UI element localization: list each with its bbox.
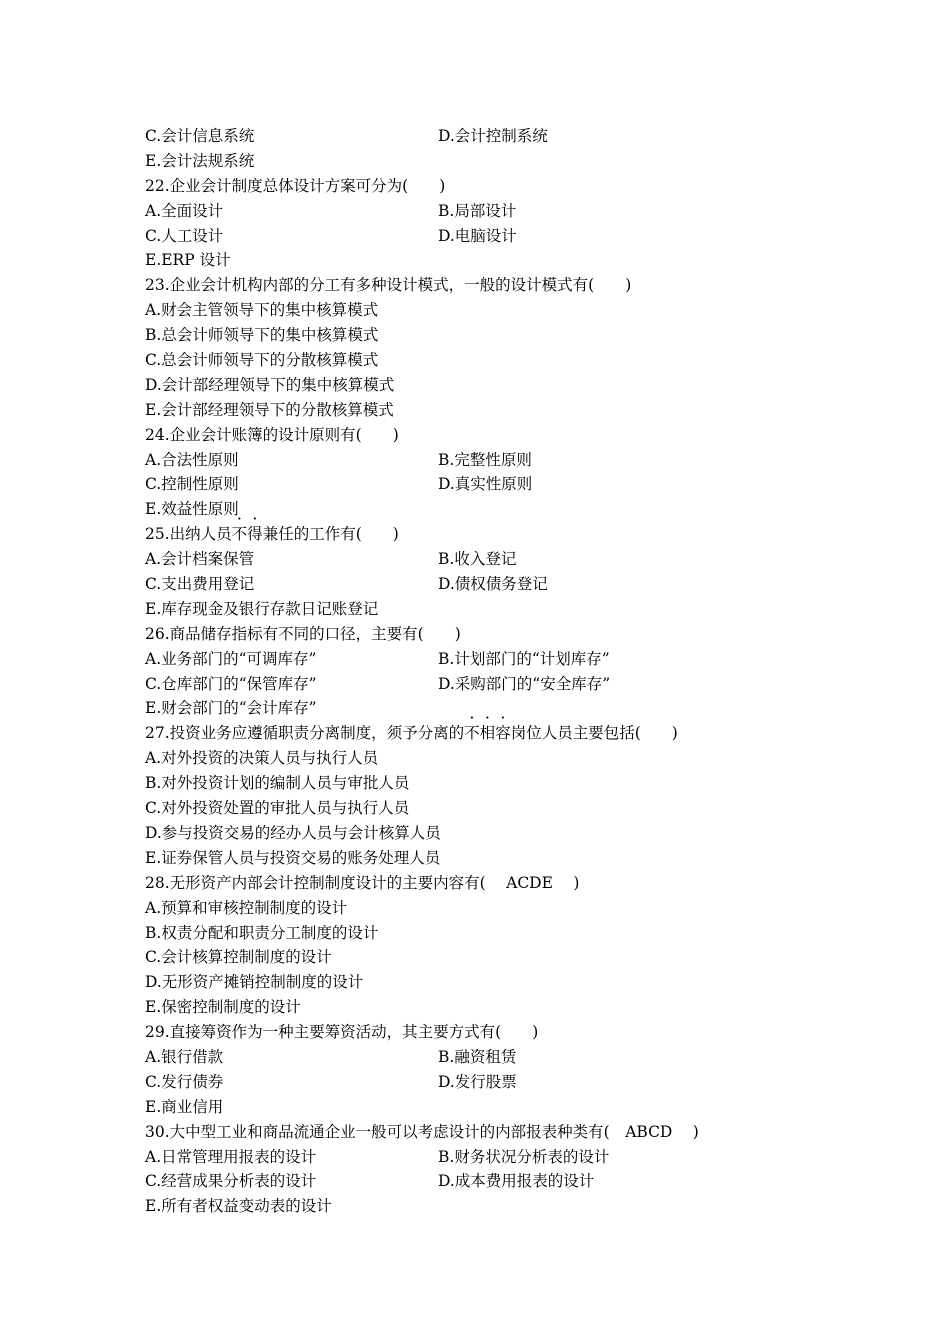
option-text: C.人工设计 — [145, 226, 224, 245]
option-text: D.无形资产摊销控制制度的设计 — [145, 973, 364, 992]
question-text: 29.直接筹资作为一种主要筹资活动，其主要方式有( ) — [145, 1023, 539, 1042]
option-text: B.计划部门的“计划库存” — [438, 649, 610, 668]
option-text: D.会计部经理领导下的集中核算模式 — [145, 375, 395, 394]
option-row — [145, 846, 845, 871]
question-stem — [145, 721, 845, 746]
option-row — [145, 224, 845, 249]
option-text: A.业务部门的“可调库存” — [145, 649, 317, 668]
option-text: C.控制性原则 — [145, 475, 239, 494]
emphasis-char: 不 — [464, 724, 480, 743]
option-row — [145, 696, 845, 721]
option-text: E.ERP 设计 — [145, 251, 231, 270]
option-text: C.经营成果分析表的设计 — [145, 1172, 317, 1191]
emphasis-char: 容 — [495, 724, 511, 743]
option-text: E.所有者权益变动表的设计 — [145, 1197, 332, 1216]
option-text: E.会计法规系统 — [145, 151, 255, 170]
option-text: C.会计信息系统 — [145, 127, 255, 145]
question-text-part: 岗位人员主要包括( ) — [510, 724, 678, 743]
question-stem — [145, 174, 845, 199]
option-text: B.财务状况分析表的设计 — [438, 1147, 610, 1166]
option-row — [145, 1070, 845, 1095]
option-row — [145, 771, 845, 796]
option-text: E.保密控制制度的设计 — [145, 998, 301, 1017]
option-text: E.财会部门的“会计库存” — [145, 699, 317, 718]
option-row — [145, 1194, 845, 1219]
option-text: D.电脑设计 — [438, 226, 517, 245]
option-text: B.权责分配和职责分工制度的设计 — [145, 923, 379, 942]
option-text: D.成本费用报表的设计 — [438, 1172, 595, 1191]
option-text: C.仓库部门的“保管库存” — [145, 674, 317, 693]
option-text: E.商业信用 — [145, 1097, 224, 1116]
option-row — [145, 448, 845, 473]
option-row — [145, 298, 845, 323]
option-text: A.财会主管领导下的集中核算模式 — [145, 301, 379, 320]
option-text: E.证券保管人员与投资交易的账务处理人员 — [145, 848, 441, 867]
option-text: B.总会计师领导下的集中核算模式 — [145, 326, 379, 345]
question-text — [145, 522, 399, 547]
question-text: 22.企业会计制度总体设计方案可分为( ) — [145, 176, 446, 195]
option-row — [145, 199, 845, 224]
option-text: A.合法性原则 — [145, 450, 239, 469]
option-text: D.债权债务登记 — [438, 575, 548, 594]
option-row — [145, 995, 845, 1020]
option-text: C.会计核算控制制度的设计 — [145, 948, 332, 967]
option-text: B.局部设计 — [438, 201, 517, 220]
question-text: 30.大中型工业和商品流通企业一般可以考虑设计的内部报表种类有( ABCD ) — [145, 1122, 699, 1141]
question-stem — [145, 522, 845, 547]
option-row — [145, 472, 845, 497]
option-row — [145, 323, 845, 348]
question-list — [145, 124, 845, 1219]
option-text: E.效益性原则 — [145, 500, 239, 519]
option-row — [145, 821, 845, 846]
option-row — [145, 970, 845, 995]
question-stem — [145, 1120, 845, 1145]
option-row — [145, 647, 845, 672]
option-text: E.会计部经理领导下的分散核算模式 — [145, 400, 394, 419]
option-text: D.发行股票 — [438, 1072, 517, 1091]
option-text: A.预算和审核控制制度的设计 — [145, 898, 348, 917]
option-text: B.完整性原则 — [438, 450, 532, 469]
option-text: B.收入登记 — [438, 550, 517, 569]
option-row — [145, 1169, 845, 1194]
question-text — [145, 721, 678, 746]
emphasis-text — [464, 724, 511, 742]
option-text: D.参与投资交易的经办人员与会计核算人员 — [145, 823, 441, 842]
option-text: E.库存现金及银行存款日记账登记 — [145, 599, 379, 618]
emphasis-char: 得 — [247, 525, 263, 544]
option-row — [145, 149, 845, 174]
option-text: C.发行债券 — [145, 1072, 224, 1091]
question-stem — [145, 622, 845, 647]
option-text: D.真实性原则 — [438, 475, 533, 494]
question-stem — [145, 423, 845, 448]
question-stem — [145, 273, 845, 298]
option-row — [145, 921, 845, 946]
option-text: D.采购部门的“安全库存” — [438, 674, 611, 693]
option-row — [145, 672, 845, 697]
option-text: B.融资租赁 — [438, 1047, 517, 1066]
option-row — [145, 796, 845, 821]
option-text: A.对外投资的决策人员与执行人员 — [145, 749, 379, 768]
option-row — [145, 248, 845, 273]
option-row — [145, 398, 845, 423]
option-row — [145, 945, 845, 970]
option-text: A.全面设计 — [145, 201, 224, 220]
question-text: 24.企业会计账簿的设计原则有( ) — [145, 425, 399, 444]
question-text-part: 兼任的工作有( ) — [262, 525, 399, 544]
option-text: C.对外投资处置的审批人员与执行人员 — [145, 799, 410, 818]
emphasis-char: 相 — [479, 724, 496, 743]
question-stem — [145, 1020, 845, 1045]
emphasis-char: 不 — [231, 525, 248, 544]
option-row — [145, 1145, 845, 1170]
option-row — [145, 1095, 845, 1120]
option-text: A.会计档案保管 — [145, 550, 255, 569]
option-row — [145, 497, 845, 522]
option-text: B.对外投资计划的编制人员与审批人员 — [145, 774, 410, 793]
option-row — [145, 1045, 845, 1070]
question-text-part: 27.投资业务应遵循职责分离制度，须予分离的 — [145, 724, 465, 743]
question-text: 26.商品储存指标有不同的口径，主要有( ) — [145, 624, 461, 643]
question-stem — [145, 871, 845, 896]
option-text: D.会计控制系统 — [438, 127, 548, 145]
option-row — [145, 124, 845, 149]
option-row — [145, 373, 845, 398]
option-row — [145, 348, 845, 373]
option-text: A.银行借款 — [145, 1047, 224, 1066]
option-text: C.支出费用登记 — [145, 575, 255, 594]
question-text-part: 25.出纳人员 — [145, 525, 232, 544]
option-row — [145, 896, 845, 921]
option-text: A.日常管理用报表的设计 — [145, 1147, 317, 1166]
emphasis-text — [232, 525, 263, 543]
question-text: 23.企业会计机构内部的分工有多种设计模式，一般的设计模式有( ) — [145, 276, 632, 295]
option-text: C.总会计师领导下的分散核算模式 — [145, 351, 379, 370]
option-row — [145, 547, 845, 572]
option-row — [145, 572, 845, 597]
question-text: 28.无形资产内部会计控制制度设计的主要内容有( ACDE ) — [145, 873, 580, 892]
option-row — [145, 597, 845, 622]
option-row — [145, 746, 845, 771]
